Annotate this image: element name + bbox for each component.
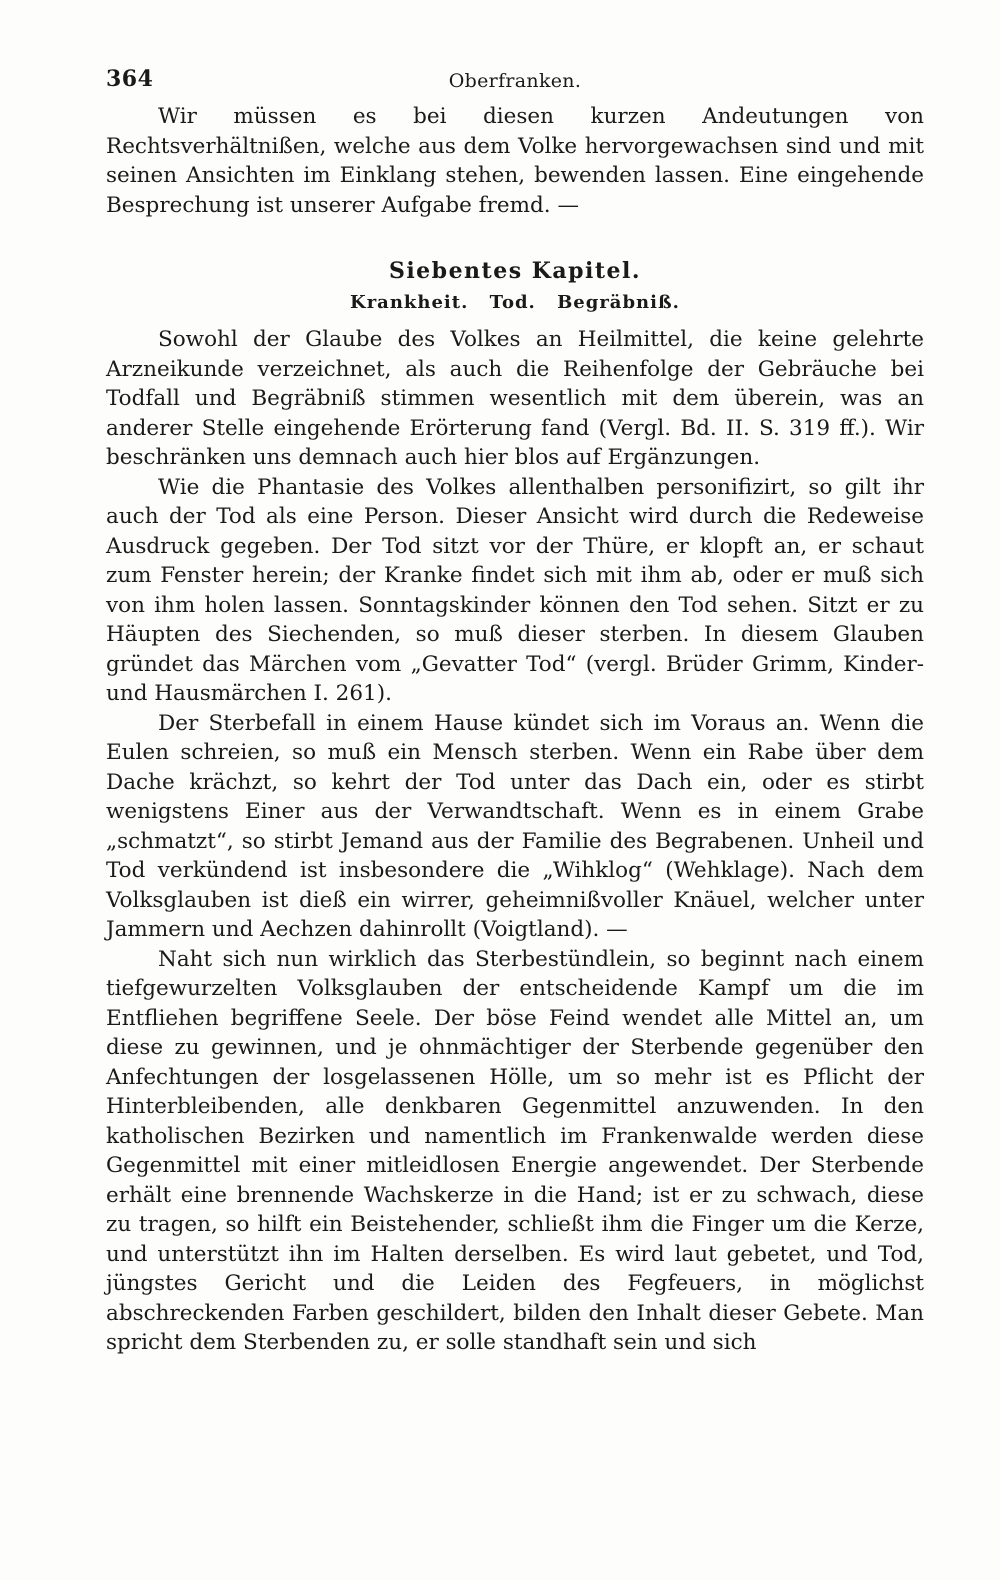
paragraph-remedies: Sowohl der Glaube des Volkes an Heilmittel, die keine gelehrte Arzneikunde verzeichnet, als auch die Reihenfolge der Gebräuche bei Todfall und Begräbniß stimmen wesentlich mit dem überein, was an anderer Stelle eingehende Erörterung fand (Vergl. Bd. II. S. 319 ff.). Wir beschränken uns demnach auch hier blos auf Ergänzungen. <box>106 327 924 470</box>
paragraph-omens: Der Sterbefall in einem Hause kündet sich im Voraus an. Wenn die Eulen schreien, so muß ein Mensch sterben. Wenn ein Rabe über dem Dache krächzt, so kehrt der Tod unter das Dach ein, oder es stirbt wenigstens Einer aus der Verwandtschaft. Wenn es in einem Grabe „schmatzt“, so stirbt Jemand aus der Familie des Begrabenen. Unheil und Tod verkündend ist insbesondere die „Wihklog“ (Wehklage). Nach dem Volksglauben ist dieß ein wirrer, geheimnißvoller Knäuel, welcher unter Jammern und Aechzen dahinrollt (Voigtland). — <box>106 710 924 942</box>
intro-paragraph: Wir müssen es bei diesen kurzen Andeutungen von Rechtsverhältnißen, welche aus dem Volke hervorgewachsen sind und mit seinen Ansichten im Einklang stehen, bewenden lassen. Eine eingehende Besprechung ist unserer Aufgabe fremd. — <box>106 104 924 218</box>
paragraph-dying-hour: Naht sich nun wirklich das Sterbestündlein, so beginnt nach einem tiefgewurzelten Volksglauben der entscheidende Kampf um die im Entfliehen begriffene Seele. Der böse Feind wendet alle Mittel an, um diese zu gewinnen, und je ohnmächtiger der Sterbende gegenüber den Anfechtungen der losgelassenen Hölle, um so mehr ist es Pflicht der Hinterbleibenden, alle denkbaren Gegenmittel anzuwenden. In den katholischen Bezirken und namentlich im Frankenwalde werden diese Gegenmittel mit einer mitleidlosen Energie angewendet. Der Sterbende erhält eine brennende Wachskerze in die Hand; ist er zu schwach, diese zu tragen, so hilft ein Beistehender, schließt ihm die Finger um die Kerze, und unterstützt ihn im Halten derselben. Es wird laut gebetet, und Tod, jüngstes Gericht und die Leiden des Fegfeuers, in möglichst abschreckenden Farben geschildert, bilden den Inhalt dieser Gebete. Man spricht dem Sterbenden zu, er solle standhaft sein und sich <box>106 946 924 1355</box>
chapter-title: Siebentes Kapitel. <box>388 258 642 284</box>
running-title: Oberfranken. <box>448 70 582 92</box>
page-number: 364 <box>106 66 154 92</box>
paragraph-death-personified: Wie die Phantasie des Volkes allenthalben personifizirt, so gilt ihr auch der Tod als eine Person. Dieser Ansicht wird durch die Redeweise Ausdruck gegeben. Der Tod sitzt vor der Thüre, er klopft an, er schaut zum Fenster herein; der Kranke findet sich mit ihm ab, oder er muß sich von ihm holen lassen. Sonntagskinder können den Tod sehen. Sitzt er zu Häupten des Siechenden, so muß dieser sterben. In diesem Glauben gründet das Märchen vom „Gevatter Tod“ (vergl. Brüder Grimm, Kinder- und Hausmärchen I. 261). <box>106 474 924 706</box>
chapter-subtitle: Krankheit. Tod. Begräbniß. <box>350 292 680 313</box>
page-header <box>106 58 924 102</box>
